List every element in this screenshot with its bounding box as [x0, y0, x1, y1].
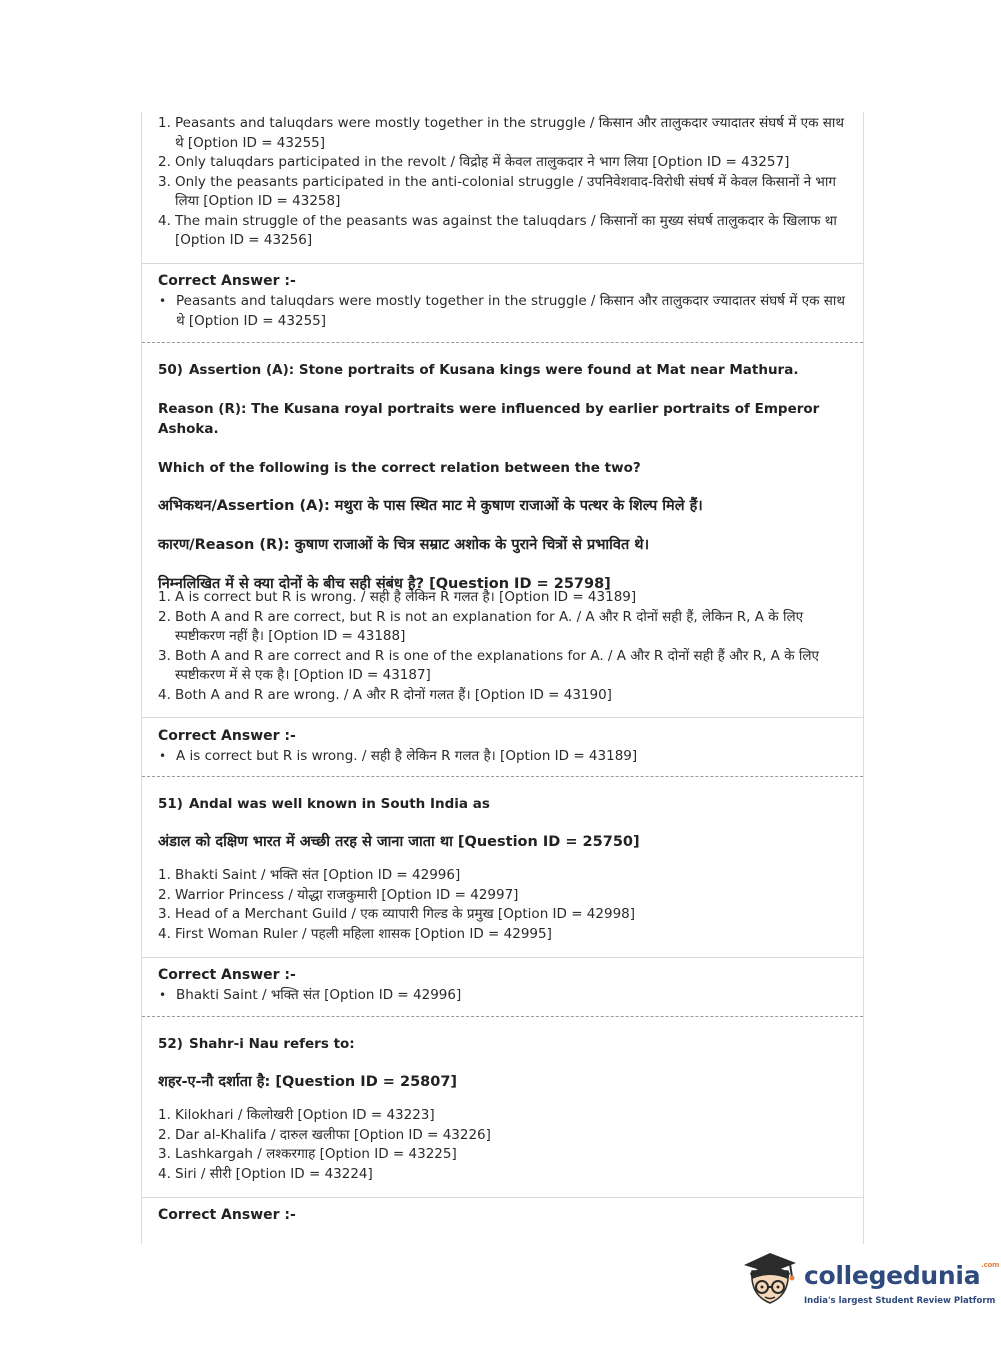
q50-which-hindi: निम्नलिखित में से क्या दोनों के बीच सही संबंध है? [Question ID = 25798] — [158, 576, 611, 592]
correct-answer-label: Correct Answer :- — [158, 1207, 296, 1223]
option-item: 4. First Woman Ruler / पहली महिला शासक [Option ID = 42995] — [158, 925, 552, 942]
q50-assertion: 50) Assertion (A): Stone portraits of Kusana kings were found at Mat near Mathura. — [158, 362, 799, 378]
correct-answer-label: Correct Answer :- — [158, 728, 296, 744]
q51-text: 51) Andal was well known in South India as — [158, 796, 490, 812]
option-item: 1. Peasants and taluqdars were mostly together in the struggle / किसान और तालुकदार ज्यादातर संघर्ष में एक साथ थे [Option ID = 43255] — [158, 115, 845, 151]
option-item: 3. Lashkargah / लश्करगाह [Option ID = 43225] — [158, 1146, 457, 1162]
q50-correct-answer — [142, 726, 863, 766]
q50-question — [142, 360, 863, 595]
collegedunia-tagline: India's largest Student Review Platform — [804, 1296, 996, 1306]
q50-which: Which of the following is the correct relation between the two? — [158, 460, 641, 476]
option-item: 1. Bhakti Saint / भक्ति संत [Option ID = 42996] — [158, 867, 461, 883]
option-item: 1. Kilokhari / किलोखरी [Option ID = 43223] — [158, 1107, 435, 1123]
correct-answer-item: • Bhakti Saint / भक्ति संत [Option ID = 42996] — [159, 987, 462, 1003]
q50-options — [158, 588, 847, 705]
q51-correct-answer — [142, 965, 863, 1005]
q50-reason: Reason (R): The Kusana royal portraits were influenced by earlier portraits of Emperor Ashoka. — [158, 401, 820, 437]
option-item: 4. The main struggle of the peasants was against the taluqdars / किसानों का मुख्य संघर्ष तालुकदार के खिलाफ था [Option ID = 43256] — [158, 212, 837, 248]
divider — [142, 1016, 863, 1017]
q50-reason-hindi: कारण/Reason (R): कुषाण राजाओं के चित्र सम्राट अशोक के पुराने चित्रों से प्रभावित थे। — [158, 537, 650, 553]
q50-options-section — [142, 588, 863, 718]
option-item: 1. A is correct but R is wrong. / सही है लेकिन R गलत है। [Option ID = 43189] — [158, 589, 637, 605]
option-item: 2. Only taluqdars participated in the revolt / विद्रोह में केवल तालुकदार ने भाग लिया [Option ID = 43257] — [158, 154, 790, 170]
q49-correct-answer — [142, 271, 863, 331]
q49-options — [158, 114, 847, 251]
q49-options-section — [142, 114, 863, 264]
q51-options — [158, 866, 847, 944]
option-item: 3. Head of a Merchant Guild / एक व्यापारी गिल्ड के प्रमुख [Option ID = 42998] — [158, 906, 636, 922]
option-item: 3. Both A and R are correct and R is one of the explanations for A. / A और R दोनों सही हैं और R, A के लिए स्पष्टीकरण में से एक है। [Option ID = 43187] — [158, 647, 819, 683]
q52-question — [142, 1034, 863, 1093]
correct-answer-label: Correct Answer :- — [158, 967, 296, 983]
q51-question — [142, 794, 863, 853]
divider — [142, 776, 863, 777]
option-item: 2. Warrior Princess / योद्धा राजकुमारी [Option ID = 42997] — [158, 886, 519, 903]
q52-text: 52) Shahr-i Nau refers to: — [158, 1036, 355, 1052]
q50-assertion-hindi: अभिकथन/Assertion (A): मथुरा के पास स्थित माट मे कुषाण राजाओं के पत्थर के शिल्प मिले हैं। — [158, 498, 703, 514]
correct-answer-label: Correct Answer :- — [158, 273, 296, 289]
option-item: 4. Siri / सीरी [Option ID = 43224] — [158, 1165, 373, 1182]
document-page — [141, 112, 864, 1244]
option-item: 4. Both A and R are wrong. / A और R दोनों गलत हैं। [Option ID = 43190] — [158, 686, 612, 703]
divider — [142, 342, 863, 343]
q52-options — [158, 1106, 847, 1184]
option-item: 2. Both A and R are correct, but R is not an explanation for A. / A और R दोनों सही हैं, लेकिन R, A के लिए स्पष्टीकरण नहीं है। [Option ID = 43188] — [158, 608, 804, 644]
option-item: 2. Dar al-Khalifa / दारुल खलीफा [Option ID = 43226] — [158, 1126, 491, 1143]
q51-text-hindi: अंडाल को दक्षिण भारत में अच्छी तरह से जाना जाता था [Question ID = 25750] — [158, 834, 640, 850]
q52-text-hindi: शहर-ए-नौ दर्शाता है: [Question ID = 25807] — [158, 1074, 458, 1090]
correct-answer-item: • Peasants and taluqdars were mostly together in the struggle / किसान और तालुकदार ज्यादातर संघर्ष में एक साथ थे [Option ID = 43255] — [159, 293, 846, 329]
collegedunia-logo-text: collegedunia$^{.com}$ — [804, 1261, 999, 1290]
q52-correct-answer — [142, 1205, 863, 1225]
correct-answer-item: • A is correct but R is wrong. / सही है लेकिन R गलत है। [Option ID = 43189] — [159, 748, 638, 764]
q51-options-section — [142, 866, 863, 958]
q52-options-section — [142, 1106, 863, 1198]
option-item: 3. Only the peasants participated in the anti-colonial struggle / उपनिवेशवाद-विरोधी संघर्ष में केवल किसानों ने भाग लिया [Option ID = 43258] — [158, 173, 836, 209]
